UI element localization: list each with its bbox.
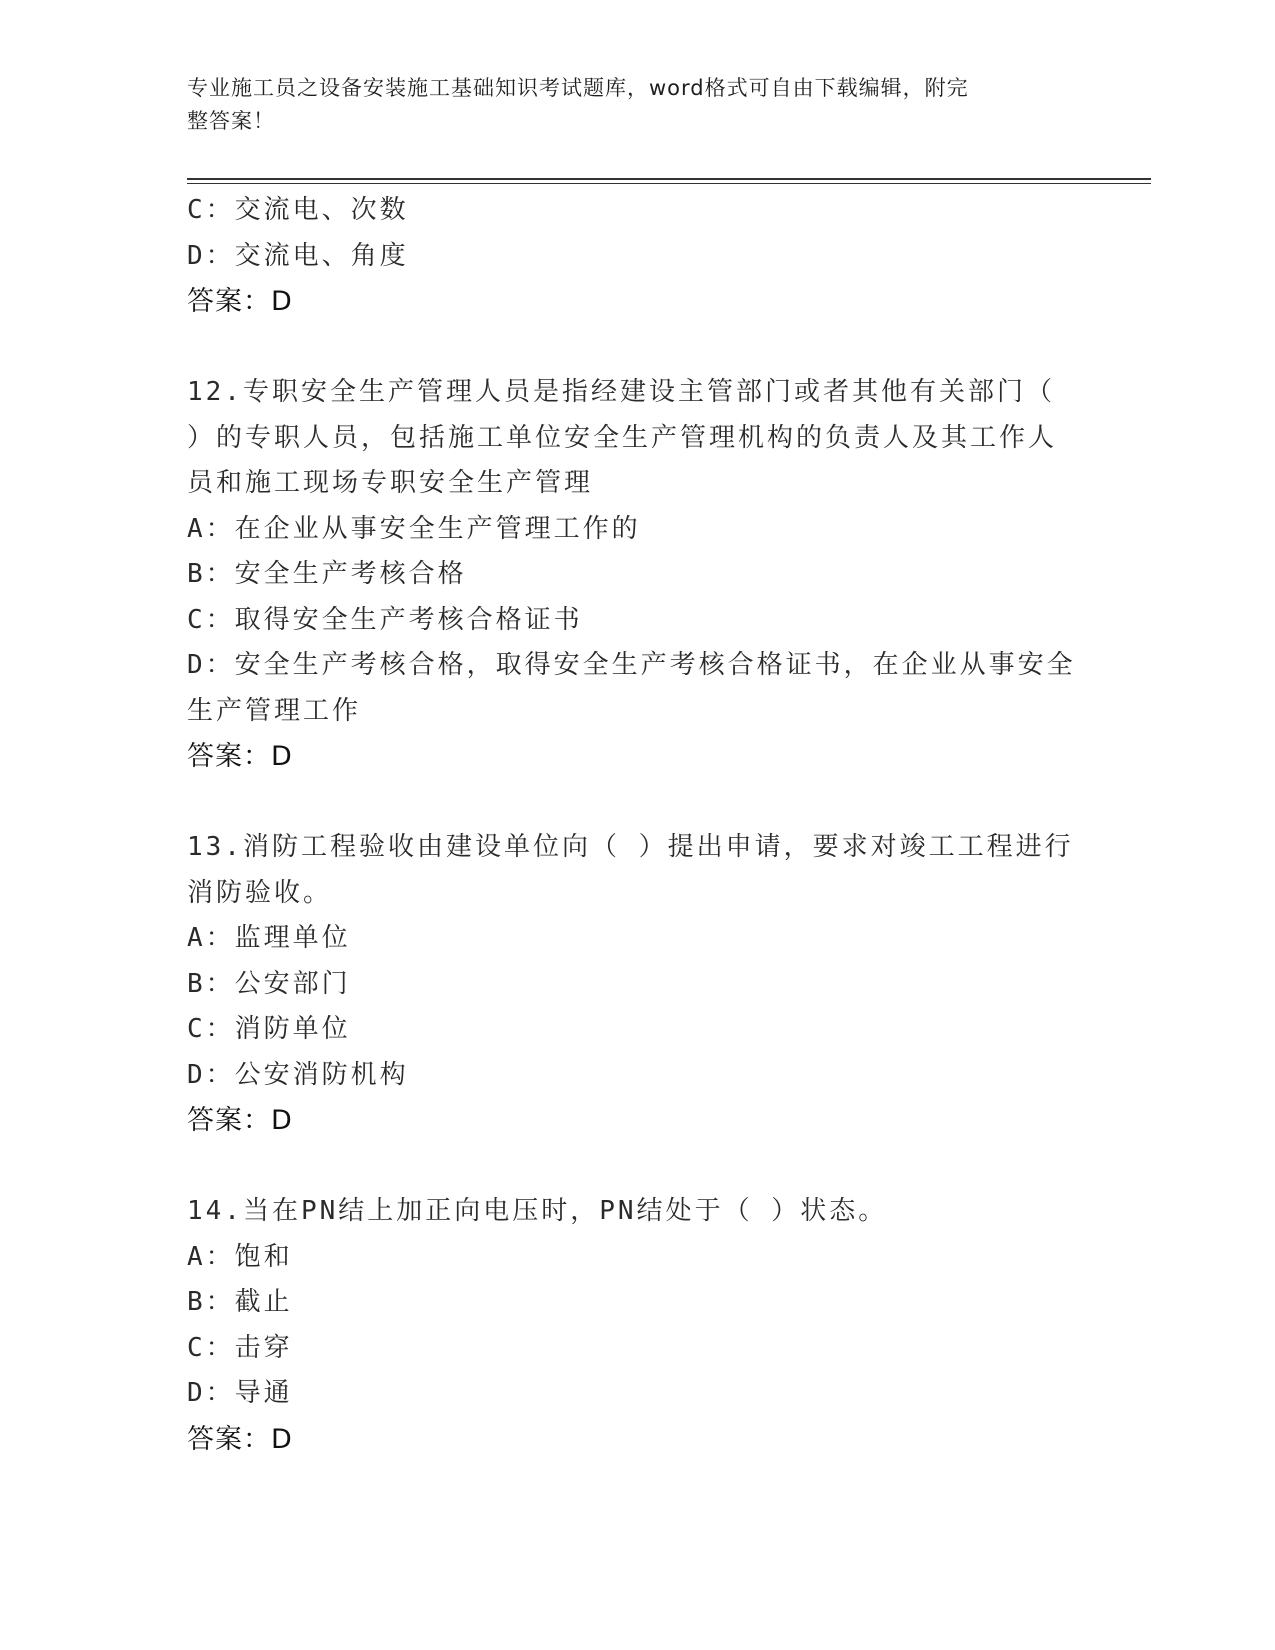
option-d: D：交流电、角度 — [187, 240, 409, 271]
option-b: B：截止 — [187, 1287, 293, 1317]
option-c: C：取得安全生产考核合格证书 — [187, 604, 583, 635]
question-stem: ）的专职人员，包括施工单位安全生产管理机构的负责人及其工作人 — [187, 422, 1058, 453]
option-d: D：公安消防机构 — [187, 1059, 409, 1090]
document-header — [187, 72, 1067, 138]
question-13 — [187, 825, 1074, 1144]
question-stem: 12.专职安全生产管理人员是指经建设主管部门或者其他有关部门（ — [187, 377, 1055, 407]
option-d: D：安全生产考核合格，取得安全生产考核合格证书，在企业从事安全 — [187, 650, 1076, 680]
option-c: C：消防单位 — [187, 1014, 351, 1044]
option-a: A：监理单位 — [187, 923, 351, 953]
answer: 答案：D — [187, 286, 293, 317]
question-stem: 消防验收。 — [187, 877, 333, 908]
question-11-tail — [187, 188, 1067, 325]
answer: 答案：D — [187, 1423, 293, 1455]
spacer — [187, 780, 1067, 826]
question-14 — [187, 1189, 1067, 1462]
option-c: C：交流电、次数 — [187, 195, 409, 225]
option-b: B：公安部门 — [187, 968, 351, 999]
question-stem: 员和施工现场专职安全生产管理 — [187, 468, 594, 498]
spacer — [187, 1144, 1067, 1190]
header-line-2: 整答案！ — [187, 109, 275, 133]
question-list — [187, 188, 1076, 1462]
question-stem: 13.消防工程验收由建设单位向（ ）提出申请，要求对竣工工程进行 — [187, 832, 1074, 862]
answer: 答案：D — [187, 741, 293, 772]
option-d: 生产管理工作 — [187, 695, 362, 726]
answer: 答案：D — [187, 1105, 293, 1136]
option-d: D：导通 — [187, 1378, 293, 1408]
header-line-1: 专业施工员之设备安装施工基础知识考试题库，word格式可自由下载编辑，附完 — [187, 76, 969, 100]
option-b: B：安全生产考核合格 — [187, 559, 467, 589]
spacer — [187, 325, 1067, 371]
question-12 — [187, 370, 1076, 780]
header-divider-thin — [187, 183, 1151, 184]
option-c: C：击穿 — [187, 1332, 293, 1363]
option-a: A：在企业从事安全生产管理工作的 — [187, 513, 641, 544]
option-a: A：饱和 — [187, 1241, 293, 1272]
header-divider-thick — [187, 178, 1151, 180]
question-stem: 14.当在PN结上加正向电压时，PN结处于（ ）状态。 — [187, 1196, 888, 1226]
